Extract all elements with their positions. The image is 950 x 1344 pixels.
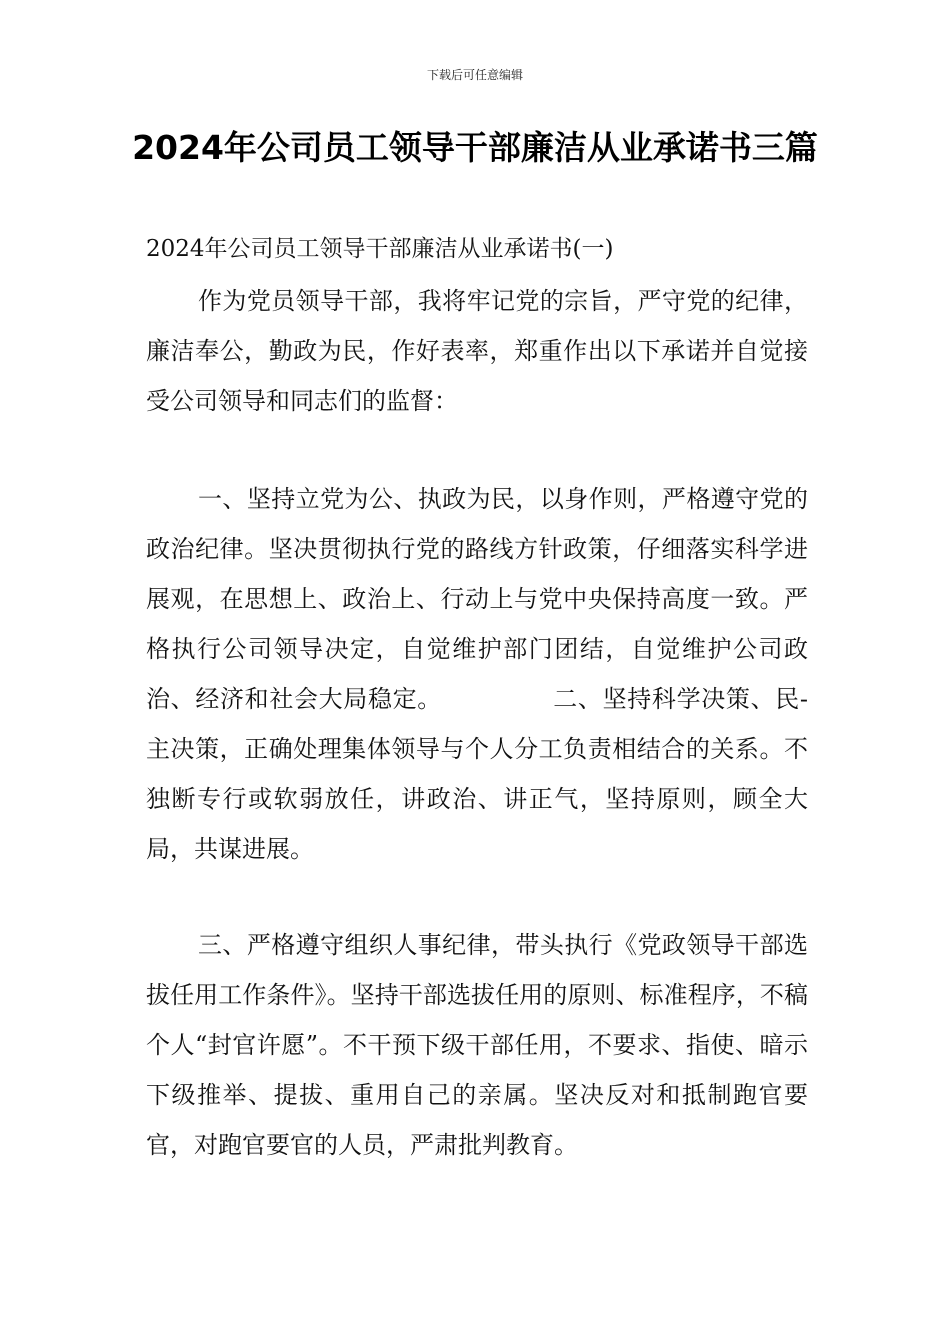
paragraph-commitment-three: 三、严格遵守组织人事纪律，带头执行《党政领导干部选拔任用工作条件》。坚持干部选拔任用的原则、标准程序，不稿个人“封官许愿”。不干预下级干部任用，不要求、指使、暗示下级推举、提拔、重用自己的亲属。坚决反对和抵制跑官要官，对跑官要官的人员，严肃批判教育。 (146, 931, 808, 1159)
paragraph-commitment-one-two: 一、坚持立党为公、执政为民，以身作则，严格遵守党的政治纪律。坚决贯彻执行党的路线方针政策，仔细落实科学进展观，在思想上、政治上、行动上与党中央保持高度一致。严格执行公司领导决定，自觉维护部门团结，自觉维护公司政治、经济和社会大局稳定。 二、坚持科学决策、民-主决策，正确处理集体领导与个人分工负责相结合的关系。不独断专行或软弱放任，讲政治、讲正气，坚持原则，顾全大局，共谋进展。 (146, 485, 808, 863)
document-subtitle: 2024年公司员工领导干部廉洁从业承诺书(一) (146, 236, 614, 262)
document-title: 2024年公司员工领导干部廉洁从业承诺书三篇 (132, 128, 818, 167)
paragraph-intro: 作为党员领导干部，我将牢记党的宗旨，严守党的纪律，廉洁奉公，勤政为民，作好表率，郑重作出以下承诺并自觉接受公司领导和同志们的监督： (146, 287, 808, 415)
page-header-note: 下载后可任意编辑 (426, 68, 523, 82)
